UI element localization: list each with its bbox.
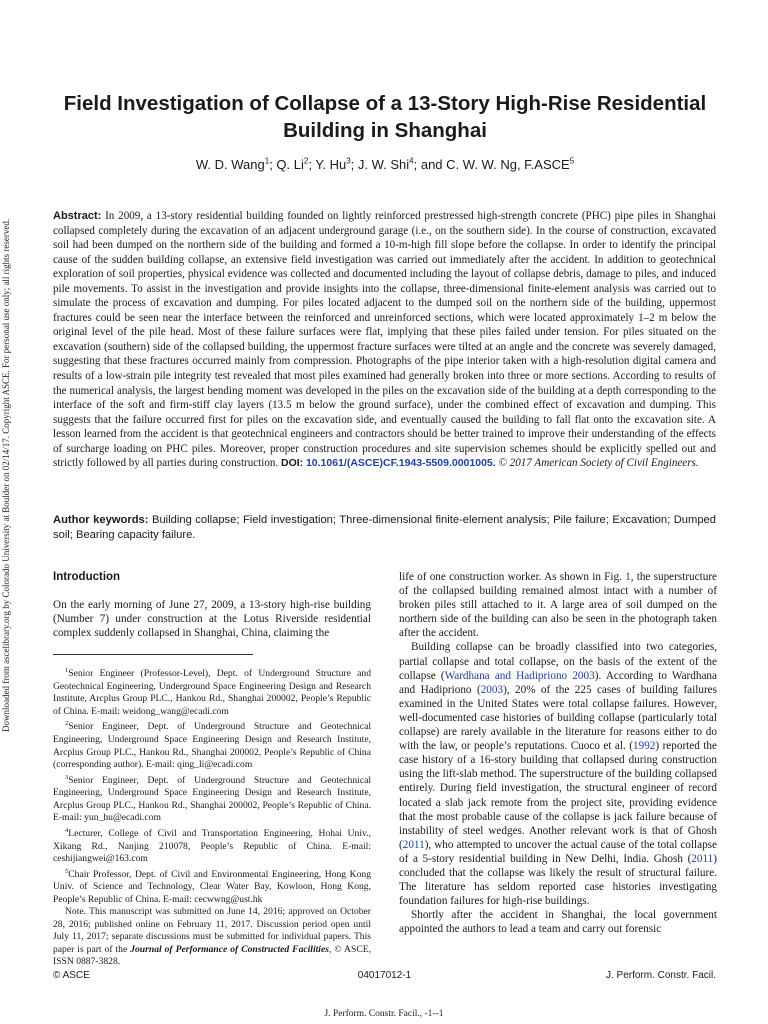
footnote-3: $^3$Senior Engineer, Dept. of Underground Structure and Geotechnical Engineering, Underground Space Engineering Design and Research Institute, Arcplus Group PLC., Hankou Rd., Shanghai 200002, People’s Republic of China. E-mail: yun_hu@ecadi.com <box>53 773 371 824</box>
footer-publisher: © ASCE <box>53 970 90 981</box>
citation-link[interactable]: Wardhana and Hadipriono 2003 <box>444 669 595 682</box>
intro-paragraph-1-cont: life of one construction worker. As shown in Fig. 1, the superstructure of the collapsed building remained almost intact with a number of broken piles still attached to it. A large area of soil dumped on the northern side of the building can also be seen in the photograph taken after the accident. <box>399 571 718 640</box>
citation-link[interactable]: 1992 <box>633 740 656 753</box>
left-column <box>53 570 371 969</box>
author-list <box>60 157 710 172</box>
journal-name: Journal of Performance of Constructed Facilities <box>130 943 329 955</box>
bottom-citation: J. Perform. Constr. Facil., -1--1 <box>324 1009 444 1019</box>
citation-link[interactable]: 2003 <box>480 683 504 696</box>
intro-paragraph-1: On the early morning of June 27, 2009, a 13-story high-rise building (Number 7) under construction at the Lotus Riverside residential complex suddenly collapsed in Shanghai, China, claiming the <box>53 599 371 640</box>
download-notice <box>1 212 15 732</box>
intro-paragraph-3: Shortly after the accident in Shanghai, the local government appointed the authors to lead a team and carry out forensic <box>399 909 717 936</box>
footer-journal: J. Perform. Constr. Facil. <box>605 970 716 981</box>
abstract-label: Abstract: <box>53 210 102 222</box>
citation-link[interactable]: 2011 <box>402 838 425 851</box>
keywords-label: Author keywords: <box>53 514 149 526</box>
footnote-1: $^1$Senior Engineer (Professor-Level), Dept. of Underground Structure and Geotechnical Engineering, Underground Space Engineering Design and Research Institute, Arcplus Group PLC., Hankou Rd., Shanghai 200002, People’s Republic of China. E-mail: weidong_wang@ecadi.com <box>53 667 371 717</box>
author: C. W. W. Ng, F.ASCE$^5$ <box>446 157 575 173</box>
right-column <box>399 570 717 936</box>
intro-paragraph-2: Building collapse can be broadly classified into two categories, partial collapse and total collapse, on the basis of the extent of the collapse (Wardhana and Hadipriono 2003). According to Wardhana and Hadipriono (2003), 20% of the 225 cases of building failures examined in the United States were total collapse failures. However, well-documented case histories of building collapse (particularly total collapse) are rarely available in the literature for reasons either to do with the law, or people’s reputations. Cuoco et al. (1992) reported the case history of a 16-story building that collapsed during construction using the lift-slab method. The superstructure of the building collapsed entirely. During field investigation, the structural engineer of record located a slab jack remote from the project site, providing evidence that the most probable cause of the collapse is jack failure because of instability of steel wedges. Another relevant work is that of Ghosh (2011), who attempted to uncover the actual cause of the total collapse of a 5-story residential building in New Delhi, India. Ghosh (2011) concluded that the collapse was likely the result of structural failure. The literature has seldom reported case histories investigating foundation failures for high-rise buildings. <box>399 641 717 908</box>
footnote-2: $^2$Senior Engineer, Dept. of Underground Structure and Geotechnical Engineering, Underground Space Engineering Design and Research Institute, Arcplus Group PLC., Hankou Rd., Shanghai 200002, People’s Republic of China (corresponding author). E-mail: qing_li@ecadi.com <box>53 720 371 771</box>
download-notice-text: Downloaded from ascelibrary.org by Colorado University at Boulder on 02/14/17. Copyright ASCE. For personal use only; all rights reserved. <box>1 218 11 732</box>
author: J. W. Shi$^4$; and <box>357 157 447 173</box>
doi-label: DOI: <box>281 457 304 470</box>
footnote-divider <box>53 654 253 655</box>
abstract <box>53 209 716 471</box>
paper-title: Field Investigation of Collapse of a 13-Story High-Rise Residential Building in Shanghai <box>63 92 707 142</box>
abstract-text: In 2009, a 13-story residential building founded on lightly reinforced prestressed high-strength concrete (PHC) pipe piles in Shanghai collapsed completely during the excavation of an adjacent underground garage (i.e., on the southern side). In the course of construction, excavated soil had been dumped on the northern side of the building and formed a 10-m-high fill slope before the collapse. In order to identify the principal cause of the sudden building collapse, an extensive field investigation was carried out immediately after the accident. In addition to geotechnical exploration of soil properties, physical evidence was collected and documented including the layout of collapse debris, damage to piles, and induced pile movements. To assist in the investigation and provide insights into the collapse, three-dimensional finite-element analysis was carried out to simulate the process of excavation and dumping. For piles located adjacent to the dumped soil on the northern side of the building, uppermost fractures could be seen near the interface between the reinforced and unreinforced sections, which were located approximately 1–2 m below the original level of the pile head. Most of these failure surfaces were flat, implying that these piles failed under tension. For piles situated on the excavation (southern) side of the collapsed building, the uppermost fracture surfaces were tilted at an angle and the concrete was severely damaged, suggesting that these fractures occurred mainly from compression. Photographs of the pipe interior taken with a high-resolution digital camera and results of a low-strain pile integrity test revealed that most piles examined had generally broken into three or more sections. According to results of the numerical analysis, the largest bending moment was developed in the piles on the excavation side of the building at a depth corresponding to the interface of the soft and firm-stiff clay layers (13.5 m below the ground surface), under the combined effect of excavation and dumping. This suggests that the failure occurred first for piles on the excavation side, and eventually caused the building to fall flat onto the excavation site. A lesson learned from the accident is that geotechnical engineers and contractors should be better trained to improve their understanding of the effects of surcharge loading on PHC piles. Moreover, proper construction procedures and site supervision schemes should be explicitly spelled out and strictly followed by all parties during construction. <box>53 210 716 470</box>
page-footer <box>53 970 716 984</box>
submission-note: Note. This manuscript was submitted on June 14, 2016; approved on October 28, 2016; published online on February 11, 2017. Discussion period open until July 11, 2017; separate discussions must be submitted for individual papers. This paper is part of the Journal of Performance of Constructed Facilities, © ASCE, ISSN 0887-3828. <box>53 906 371 968</box>
author: Q. Li$^2$; <box>276 157 316 173</box>
doi-link[interactable]: 10.1061/(ASCE)CF.1943-5509.0001005. <box>305 457 496 470</box>
introduction-heading: Introduction <box>53 571 121 583</box>
author-keywords <box>53 513 716 542</box>
author: Y. Hu$^3$; <box>315 157 358 173</box>
footnote-5: $^5$Chair Professor, Dept. of Civil and Environmental Engineering, Hong Kong Univ. of Science and Technology, Clear Water Bay, Kowloon, Hong Kong, People’s Republic of China. E-mail: cecwwng@ust.hk <box>53 867 371 905</box>
author: W. D. Wang$^1$; <box>195 157 277 173</box>
citation-link[interactable]: 2011 <box>691 852 714 865</box>
figure-link[interactable]: 1 <box>625 571 631 583</box>
keywords-text: Building collapse; Field investigation; Three-dimensional finite-element analysis; Pile failure; Excavation; Dumped soil; Bearing capacity failure. <box>53 514 716 541</box>
footer-article-number: 04017012-1 <box>357 970 412 981</box>
footnote-4: $^4$Lecturer, College of Civil and Transportation Engineering, Hohai Univ., Xikang Rd., Nanjing 210078, People’s Republic of China. E-mail: ceshijiangwei@163.com <box>53 826 371 865</box>
copyright-notice: © 2017 American Society of Civil Engineers. <box>498 457 699 470</box>
